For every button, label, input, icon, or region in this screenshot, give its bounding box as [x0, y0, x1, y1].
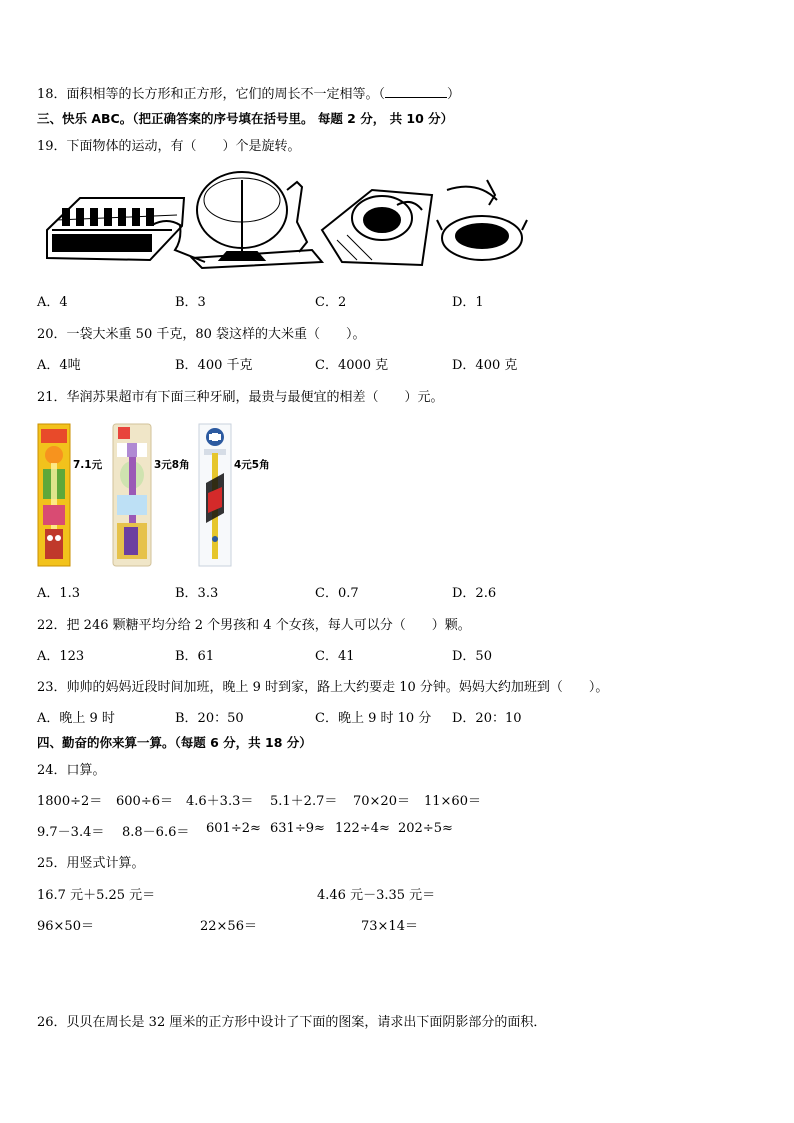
q22-option-c[interactable]: C．41	[315, 649, 355, 664]
toothbrush-2-image	[112, 423, 152, 567]
q19-option-b[interactable]: B．3	[175, 295, 206, 310]
vertical-calc-item: 96×50＝	[37, 919, 94, 934]
q20-option-d[interactable]: D．400 克	[452, 358, 518, 373]
section-4-heading: 四、勤奋的你来算一算。（每题 6 分，共 18 分）	[37, 735, 312, 750]
toothbrush-3-price: 4元5角	[234, 459, 270, 471]
q21-option-b[interactable]: B．3.3	[175, 586, 219, 601]
q20-option-c[interactable]: C．4000 克	[315, 358, 389, 373]
faucet-image	[437, 180, 527, 260]
vertical-calc-item: 16.7 元＋5.25 元＝	[37, 888, 156, 903]
question-22-text: 22．把 246 颗糖平均分给 2 个男孩和 4 个女孩，每人可以分（ ）颗。	[37, 618, 471, 633]
vertical-calc-item: 22×56＝	[200, 919, 257, 934]
q23-option-b[interactable]: B．20：50	[175, 711, 244, 726]
q21-option-d[interactable]: D．2.6	[452, 586, 497, 601]
steering-wheel-image	[322, 190, 432, 265]
question-18	[37, 83, 460, 102]
answer-blank[interactable]	[385, 85, 447, 98]
q23-option-d[interactable]: D．20：10	[452, 711, 522, 726]
oral-calc-item: 70×20＝	[353, 794, 410, 809]
toothbrush-2-price: 3元8角	[154, 459, 190, 471]
q19-option-c[interactable]: C．2	[315, 295, 347, 310]
oral-calc-item: 11×60＝	[424, 794, 481, 809]
section-3-heading: 三、快乐 ABC。（把正确答案的序号填在括号里。 每题 2 分， 共 10 分）	[37, 111, 454, 126]
q22-option-d[interactable]: D．50	[452, 649, 492, 664]
rotation-motion-pictures	[42, 170, 532, 270]
q20-option-b[interactable]: B．400 千克	[175, 358, 253, 373]
oral-calc-item: 631÷9≈	[270, 821, 325, 836]
q19-option-a[interactable]: A．4	[37, 295, 68, 310]
oral-calc-item: 122÷4≈	[335, 821, 390, 836]
oral-calc-item: 600÷6＝	[116, 794, 173, 809]
question-23-text: 23．帅帅的妈妈近段时间加班，晚上 9 时到家，路上大约要走 10 分钟。妈妈大约加班到（ ）。	[37, 680, 609, 695]
globe-image	[192, 172, 322, 268]
q22-option-b[interactable]: B．61	[175, 649, 215, 664]
q20-option-a[interactable]: A．4吨	[37, 358, 81, 373]
question-19-text: 19．下面物体的运动，有（ ）个是旋转。	[37, 139, 301, 154]
q22-option-a[interactable]: A．123	[37, 649, 85, 664]
toothbrush-1-price: 7.1元	[73, 459, 103, 471]
q19-option-d[interactable]: D．1	[452, 295, 484, 310]
q21-option-c[interactable]: C．0.7	[315, 586, 359, 601]
oral-calc-item: 4.6＋3.3＝	[186, 794, 254, 809]
oral-calc-item: 5.1＋2.7＝	[270, 794, 338, 809]
question-21-text: 21．华润苏果超市有下面三种牙刷，最贵与最便宜的相差（ ）元。	[37, 390, 444, 405]
abacus-image	[47, 198, 205, 262]
q23-option-a[interactable]: A．晚上 9 时	[37, 711, 115, 726]
oral-calc-item: 601÷2≈	[206, 821, 261, 836]
toothbrush-1-image	[37, 423, 71, 567]
vertical-calc-item: 4.46 元－3.35 元＝	[317, 888, 436, 903]
toothbrush-3-image	[198, 423, 232, 567]
question-26-text: 26．贝贝在周长是 32 厘米的正方形中设计了下面的图案，请求出下面阴影部分的面积．	[37, 1015, 547, 1030]
oral-calc-item: 202÷5≈	[398, 821, 453, 836]
question-20-text: 20．一袋大米重 50 千克，80 袋这样的大米重（ ）。	[37, 327, 366, 342]
question-18-text: 18．面积相等的长方形和正方形，它们的周长不一定相等。（	[37, 87, 386, 102]
oral-calc-item: 9.7－3.4＝	[37, 825, 105, 840]
question-24-title: 24．口算。	[37, 763, 106, 778]
oral-calc-item: 1800÷2＝	[37, 794, 103, 809]
question-18-close: ）	[447, 87, 461, 102]
vertical-calc-item: 73×14＝	[361, 919, 418, 934]
oral-calc-item: 8.8－6.6＝	[122, 825, 190, 840]
question-25-title: 25．用竖式计算。	[37, 856, 145, 871]
q23-option-c[interactable]: C．晚上 9 时 10 分	[315, 711, 432, 726]
q21-option-a[interactable]: A．1.3	[37, 586, 81, 601]
